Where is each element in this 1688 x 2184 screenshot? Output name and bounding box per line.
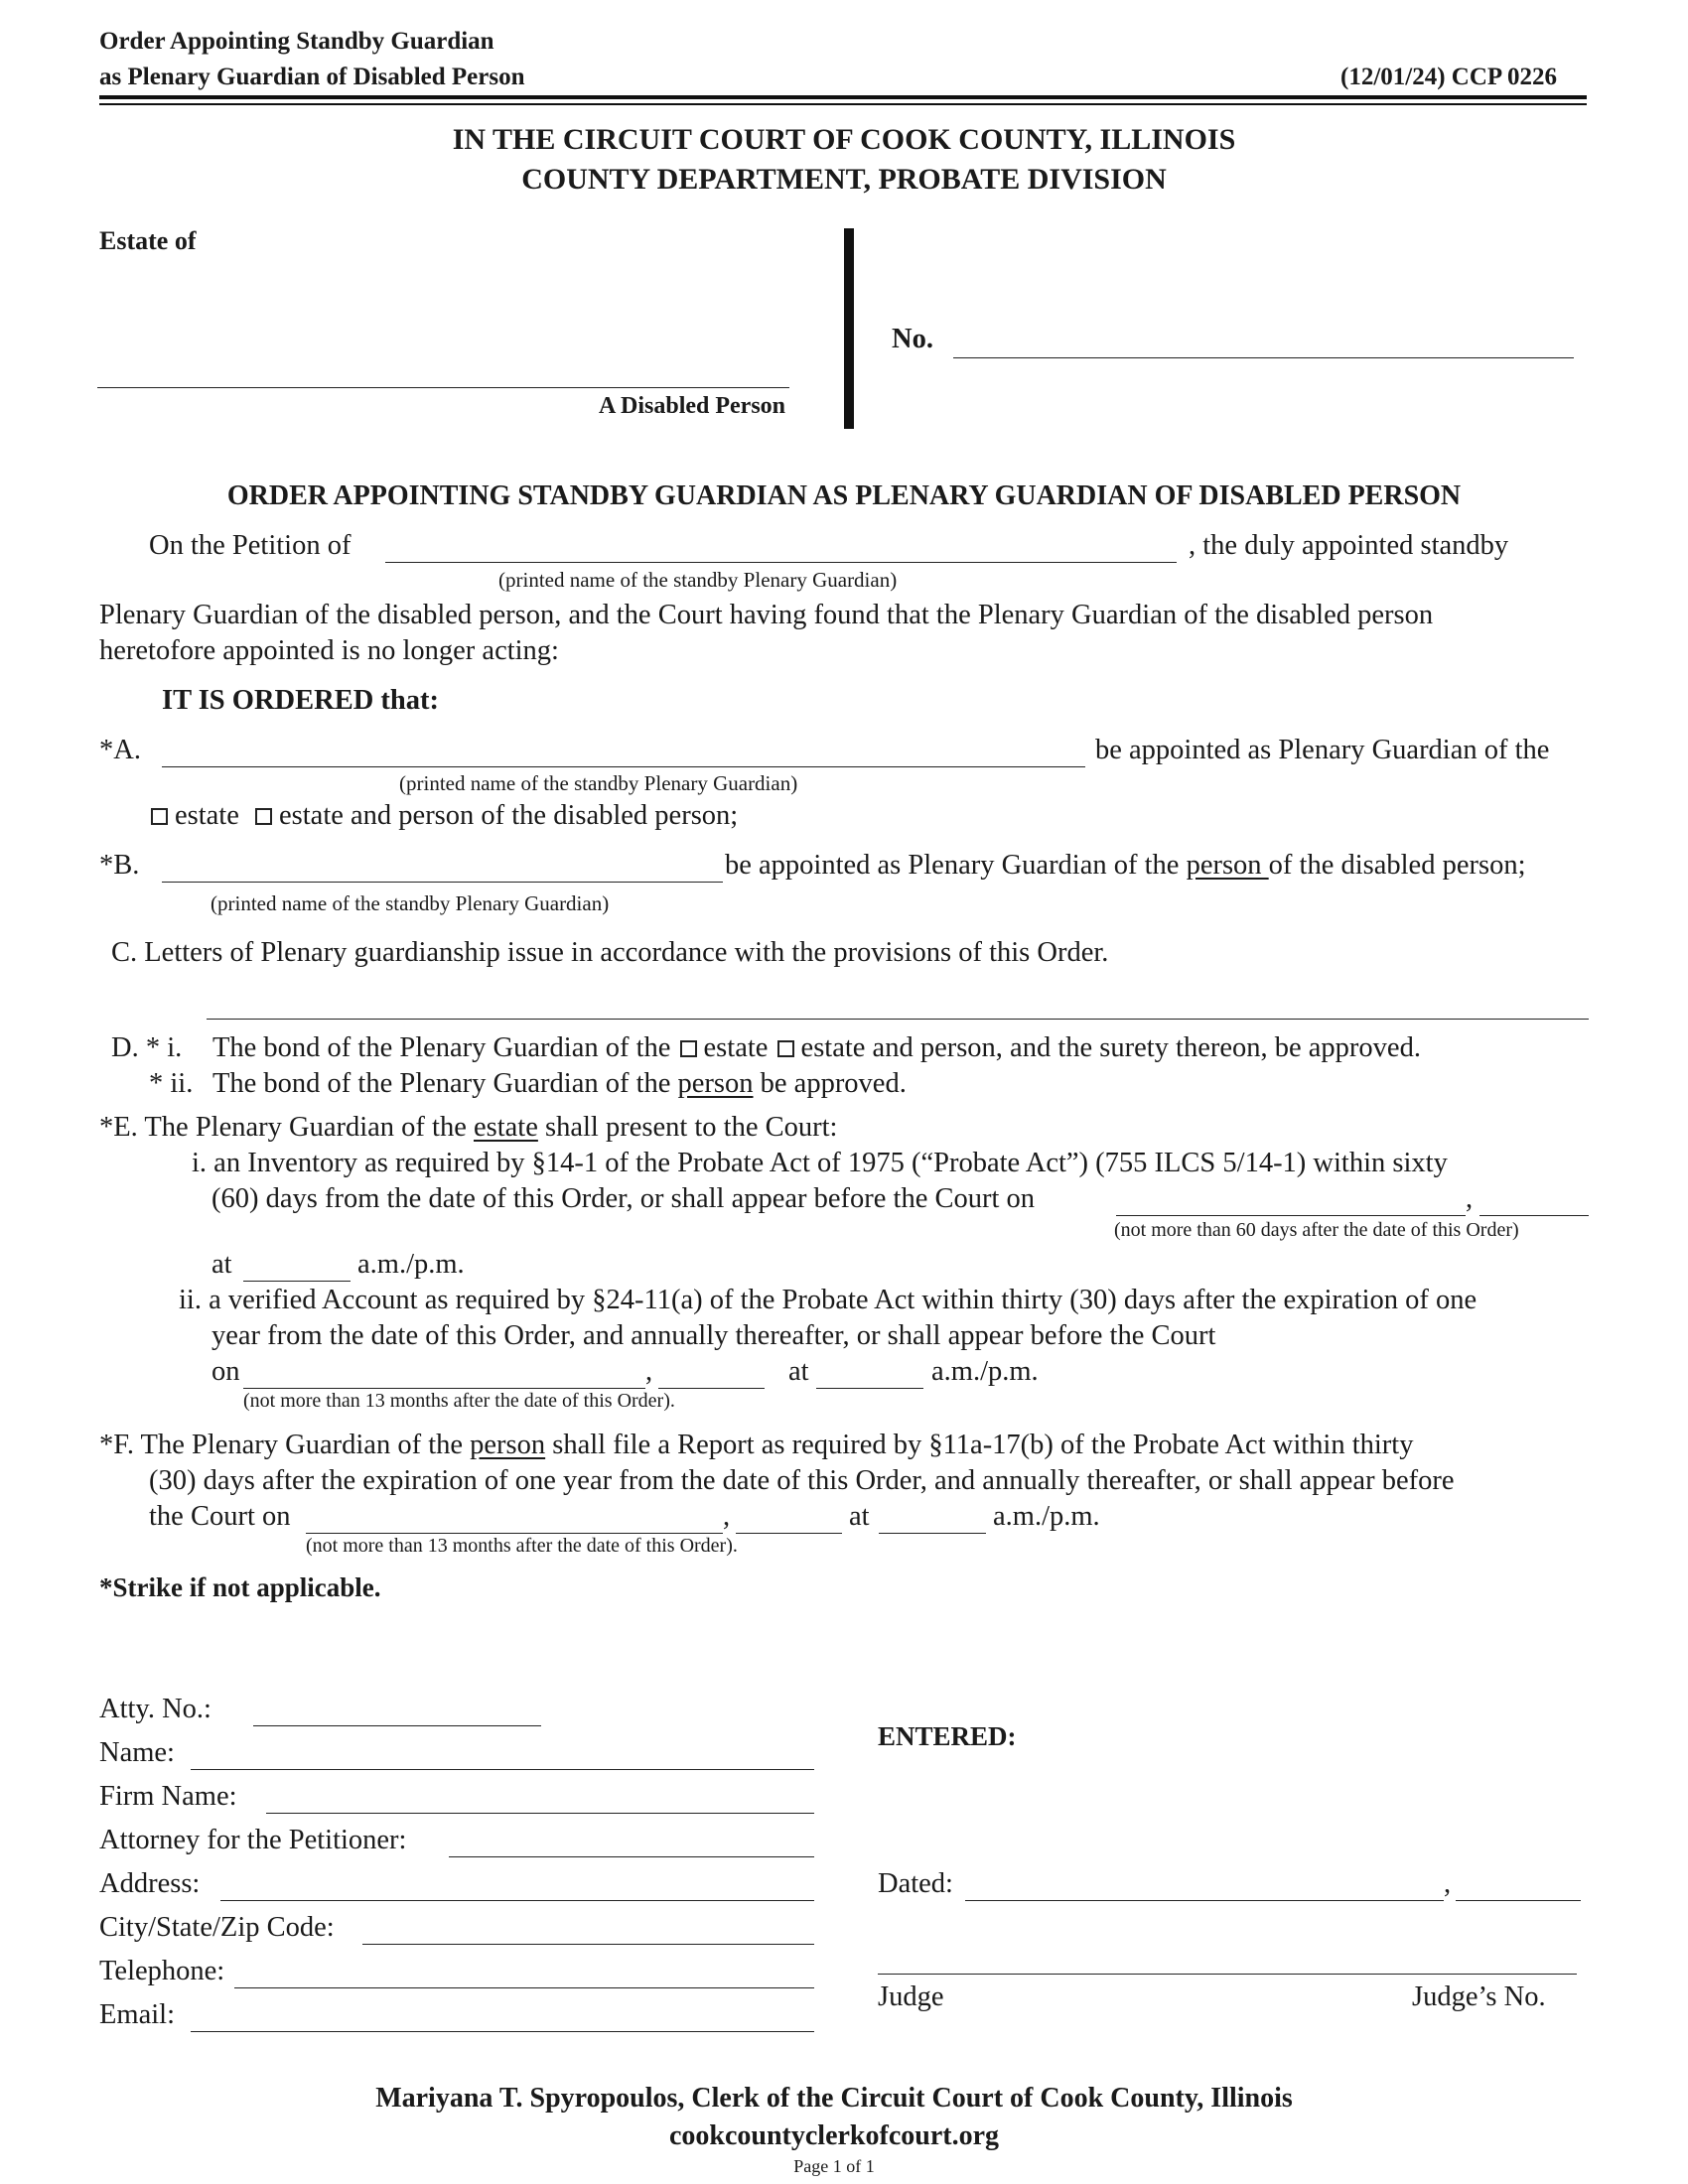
dated-label: Dated: bbox=[878, 1868, 953, 1899]
city-state-zip-line[interactable] bbox=[362, 1944, 814, 1945]
bond-estate-person-checkbox[interactable] bbox=[777, 1040, 794, 1057]
item-e-estate-word: estate bbox=[474, 1112, 538, 1143]
item-b-text bbox=[725, 850, 1525, 882]
court-division: COUNTY DEPARTMENT, PROBATE DIVISION bbox=[521, 163, 1167, 196]
item-f-line1 bbox=[99, 1430, 1413, 1461]
item-d-ii-text-before: The bond of the Plenary Guardian of the bbox=[212, 1068, 678, 1099]
it-is-ordered-heading: IT IS ORDERED that: bbox=[162, 685, 439, 716]
judge-label: Judge bbox=[878, 1981, 944, 2012]
item-d-ii-text bbox=[212, 1068, 907, 1100]
item-c-blank-line[interactable] bbox=[207, 1019, 1589, 1020]
account-at-label: at bbox=[788, 1356, 809, 1387]
item-f-line1-after: shall file a Report as required by §11a-17(b) of the Probate Act within thirty bbox=[545, 1430, 1414, 1460]
item-b-name-line[interactable] bbox=[162, 882, 723, 883]
account-date-comma: , bbox=[645, 1356, 653, 1387]
email-label: Email: bbox=[99, 1999, 175, 2030]
header-rule-thin bbox=[99, 103, 1587, 105]
firm-name-line[interactable] bbox=[266, 1813, 814, 1814]
inventory-time-line[interactable] bbox=[243, 1281, 351, 1282]
item-f-line1-before: *F. The Plenary Guardian of the bbox=[99, 1430, 471, 1460]
firm-name-label: Firm Name: bbox=[99, 1781, 237, 1812]
estate-option-label: estate bbox=[175, 800, 239, 831]
dated-line[interactable] bbox=[965, 1900, 1444, 1901]
report-date-hint: (not more than 13 months after the date of this Order). bbox=[306, 1535, 738, 1557]
item-a-name-hint: (printed name of the standby Plenary Guardian) bbox=[399, 771, 798, 795]
address-label: Address: bbox=[99, 1868, 201, 1899]
item-e-intro-after: shall present to the Court: bbox=[537, 1112, 838, 1143]
inventory-at-label: at bbox=[211, 1249, 232, 1280]
attorney-for-label: Attorney for the Petitioner: bbox=[99, 1825, 407, 1855]
account-year-line[interactable] bbox=[658, 1388, 765, 1389]
estate-and-person-checkbox[interactable] bbox=[255, 808, 272, 825]
item-b-text-after: of the disabled person; bbox=[1268, 850, 1526, 881]
atty-name-line[interactable] bbox=[191, 1769, 814, 1770]
item-d-ii-person-word: person bbox=[677, 1068, 754, 1099]
form-title-line1: Order Appointing Standby Guardian bbox=[99, 28, 494, 55]
item-f-line2: (30) days after the expiration of one year from the date of this Order, and annually thereafter, or shall appear before bbox=[149, 1465, 1455, 1496]
account-date-line[interactable] bbox=[243, 1388, 645, 1389]
inventory-ampm: a.m./p.m. bbox=[357, 1249, 465, 1280]
bond-estate-person-label: estate and person, and the surety thereon, be approved. bbox=[800, 1032, 1421, 1063]
report-ampm: a.m./p.m. bbox=[993, 1501, 1100, 1532]
item-d-ii-marker: * ii. bbox=[149, 1068, 194, 1099]
account-time-line[interactable] bbox=[816, 1388, 923, 1389]
city-state-zip-label: City/State/Zip Code: bbox=[99, 1912, 335, 1943]
atty-name-label: Name: bbox=[99, 1737, 175, 1768]
estate-checkbox[interactable] bbox=[151, 808, 168, 825]
estate-of-label: Estate of bbox=[99, 226, 197, 255]
clerk-website[interactable]: cookcountyclerkofcourt.org bbox=[668, 2120, 1000, 2151]
account-on-label: on bbox=[211, 1356, 240, 1387]
strike-note: *Strike if not applicable. bbox=[99, 1572, 381, 1602]
telephone-line[interactable] bbox=[234, 1987, 814, 1988]
report-date-line[interactable] bbox=[306, 1533, 723, 1534]
item-d-ii-text-after: be approved. bbox=[753, 1068, 907, 1099]
item-a-text: be appointed as Plenary Guardian of the bbox=[1095, 735, 1550, 765]
bond-estate-checkbox[interactable] bbox=[680, 1040, 697, 1057]
form-code: (12/01/24) CCP 0226 bbox=[1340, 64, 1558, 90]
item-e-ii-line2: year from the date of this Order, and annually thereafter, or shall appear before the Court bbox=[211, 1320, 1216, 1351]
item-b-person-word: person bbox=[1186, 850, 1269, 881]
item-f-person-word: person bbox=[470, 1430, 546, 1460]
inventory-date-comma: , bbox=[1466, 1183, 1474, 1214]
case-number-line[interactable] bbox=[953, 357, 1574, 358]
item-a-options bbox=[149, 800, 738, 832]
item-e-intro-before: *E. The Plenary Guardian of the bbox=[99, 1112, 474, 1143]
estate-name-line[interactable] bbox=[97, 387, 789, 388]
duly-appointed-text: , the duly appointed standby bbox=[1189, 530, 1509, 561]
atty-no-line[interactable] bbox=[253, 1725, 541, 1726]
item-e-i-line1: i. an Inventory as required by §14-1 of the Probate Act of 1975 (“Probate Act”) (755 ILCS 5/14-1) within sixty bbox=[192, 1148, 1448, 1178]
order-title: ORDER APPOINTING STANDBY GUARDIAN AS PLENARY GUARDIAN OF DISABLED PERSON bbox=[226, 480, 1462, 511]
petitioner-name-line[interactable] bbox=[385, 562, 1177, 563]
dated-year-line[interactable] bbox=[1456, 1900, 1581, 1901]
address-line[interactable] bbox=[220, 1900, 814, 1901]
telephone-label: Telephone: bbox=[99, 1956, 225, 1986]
account-ampm: a.m./p.m. bbox=[931, 1356, 1039, 1387]
case-number-label: No. bbox=[892, 324, 933, 354]
atty-no-label: Atty. No.: bbox=[99, 1694, 211, 1724]
bond-estate-label: estate bbox=[703, 1032, 769, 1063]
item-e-i-line2: (60) days from the date of this Order, or shall appear before the Court on bbox=[211, 1183, 1036, 1214]
inventory-date-line[interactable] bbox=[1116, 1215, 1466, 1216]
intro-line2: Plenary Guardian of the disabled person, and the Court having found that the Plenary Guardian of the disabled person bbox=[99, 600, 1434, 630]
item-b-marker: *B. bbox=[99, 850, 140, 881]
estate-and-person-option-label: estate and person of the disabled person; bbox=[279, 800, 739, 831]
item-d-i-text bbox=[212, 1032, 1421, 1064]
item-c-text: C. Letters of Plenary guardianship issue in accordance with the provisions of this Order. bbox=[111, 937, 1109, 968]
judge-signature-line[interactable] bbox=[878, 1974, 1577, 1975]
court-name: IN THE CIRCUIT COURT OF COOK COUNTY, ILLINOIS bbox=[452, 123, 1236, 156]
item-b-name-hint: (printed name of the standby Plenary Guardian) bbox=[211, 891, 610, 915]
item-e-intro bbox=[99, 1112, 837, 1144]
attorney-for-line[interactable] bbox=[449, 1856, 814, 1857]
inventory-year-line[interactable] bbox=[1479, 1215, 1589, 1216]
entered-label: ENTERED: bbox=[878, 1721, 1017, 1751]
page-number: Page 1 of 1 bbox=[793, 2156, 875, 2176]
disabled-person-label: A Disabled Person bbox=[599, 393, 786, 419]
header-rule-thick bbox=[99, 95, 1587, 99]
dated-comma: , bbox=[1444, 1868, 1452, 1899]
report-at-label: at bbox=[849, 1501, 870, 1532]
item-d-i-marker: D. * i. bbox=[111, 1032, 183, 1063]
clerk-name: Mariyana T. Spyropoulos, Clerk of the Circuit Court of Cook County, Illinois bbox=[375, 2083, 1293, 2114]
judge-number-label: Judge’s No. bbox=[1412, 1981, 1546, 2012]
item-f-line3: the Court on bbox=[149, 1501, 291, 1532]
item-a-name-line[interactable] bbox=[162, 766, 1085, 767]
item-e-ii-line1: ii. a verified Account as required by §24-11(a) of the Probate Act within thirty (30) days after the expiration of one bbox=[179, 1285, 1477, 1315]
report-date-comma: , bbox=[723, 1501, 731, 1532]
email-line[interactable] bbox=[191, 2031, 814, 2032]
account-date-hint: (not more than 13 months after the date of this Order). bbox=[243, 1390, 675, 1412]
inventory-date-hint: (not more than 60 days after the date of this Order) bbox=[1114, 1219, 1519, 1241]
intro-line3: heretofore appointed is no longer acting: bbox=[99, 635, 559, 666]
item-a-marker: *A. bbox=[99, 735, 141, 765]
petitioner-name-hint: (printed name of the standby Plenary Guardian) bbox=[498, 568, 898, 592]
form-title-line2: as Plenary Guardian of Disabled Person bbox=[99, 64, 525, 90]
item-d-i-text-before: The bond of the Plenary Guardian of the bbox=[212, 1032, 671, 1063]
on-petition-label: On the Petition of bbox=[149, 530, 352, 561]
report-time-line[interactable] bbox=[879, 1533, 986, 1534]
item-b-text-before: be appointed as Plenary Guardian of the bbox=[725, 850, 1187, 881]
report-year-line[interactable] bbox=[736, 1533, 842, 1534]
caption-divider bbox=[844, 228, 854, 429]
